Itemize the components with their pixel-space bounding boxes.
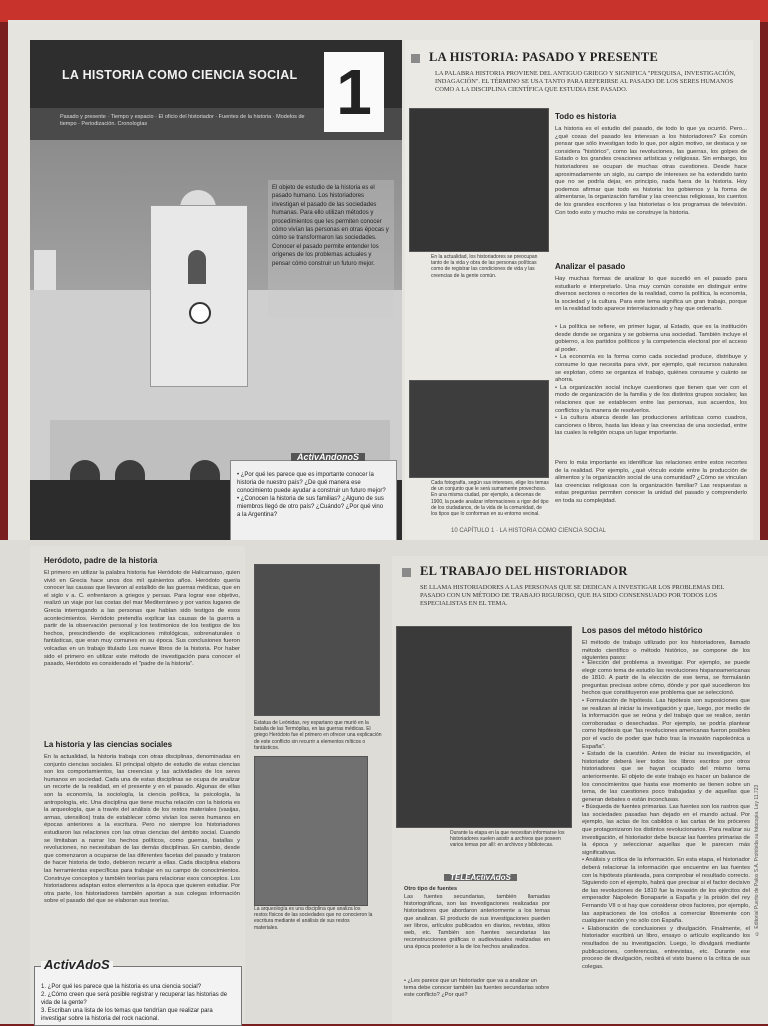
- section-lead: LA PALABRA HISTORIA PROVIENE DEL ANTIGUO GRIEGO Y SIGNIFICA "PESQUISA, INVESTIGACIÓN, INDAGACIÓN". EL TÉRMINO SE USA TANTO PARA REFERIRSE AL PASADO DE LOS SERES HUMANOS COMO A LA DISCIPLINA CIENTÍFICA QUE ESTUDIA ESE PASADO.: [435, 70, 736, 94]
- activity-label: ActivAndonoS: [291, 453, 365, 461]
- subsection-text: La historia es el estudio del pasado, de todo lo que ya ocurrió. Pero... ¿qué cosas del pasado les interesan a los historiadores? Es común pensar que sólo investigan todo lo que, por algún motivo, se destaca y se considera "histórico", como las revoluciones, las guerras, los golpes de Estado o los grandes creaciones artísticas y religiosas. Sin embargo, los historiadores se ocupan de muchas otras cuestiones. Desde hace aproximadamente un siglo, su campo de intereses se ha extendido tanto que no se podría dejar, en principio, nada fuera de la historia. Hoy podemos afirmar que todo es historia: los gobiernos y la forma de alimentarse, la organización familiar y las creencias religiosas, los cuentos de los grandes escritores y las historietas o los programas de televisión. Con todo esto y mucho más se construye la historia.: [555, 126, 747, 216]
- list-item: • La organización social incluye cuestiones que tienen que ver con el modo de organización de la familia y de los distintos grupos sociales; las relaciones que se establecen entre las personas, sus acuerdos, los conflictos y la manera de resolverlos.: [555, 384, 747, 414]
- list-item: • Elección del problema a investigar. Por ejemplo, se puede elegir como tema de estudio las revoluciones hispanoamericanas de 1810. A partir de la elección de ese tema, se formularán preguntas precisas sobre cómo, dónde y por qué sucedieron los hechos que constituyeron ese problema que se seleccionó.: [582, 660, 750, 697]
- section-lead: SE LLAMA HISTORIADORES A LAS PERSONAS QUE SE DEDICAN A INVESTIGAR LOS PROBLEMAS DEL PASADO CON UN MÉTODO DE TRABAJO RIGUROSO, QUE HA SIDO CONSENSUADO POR TODOS LOS ESPECIALISTAS EN EL TEMA.: [420, 584, 725, 608]
- copyright-credit: © Editorial Puerto de Palos S.A. Prohibida su fotocopia. Ley 11.723: [754, 784, 760, 936]
- activity-item: 3. Escriban una lista de los temas que tendrían que realizar para investigar sobre la historia del rock nacional.: [41, 1008, 213, 1022]
- tele-activity-label: TELEActivAdoS: [444, 874, 517, 881]
- section-title: EL TRABAJO DEL HISTORIADOR: [420, 564, 628, 578]
- tele-activity-box: [404, 874, 554, 1024]
- cabildo-tower: [150, 205, 248, 387]
- photo-caption: Estatua de Leónidas, rey espartano que murió en la batalla de las Termópilas, en las guerras médicas. El griego Heródoto fue el primero en ofrecer una explicación de este conflicto sin recurrir a elementos míticos o fantásticos.: [254, 720, 382, 751]
- crowd-photo: [409, 108, 549, 252]
- tele-title: Otro tipo de fuentes: [404, 886, 458, 892]
- section-title: LA HISTORIA: PASADO Y PRESENTE: [429, 50, 659, 64]
- archive-photo: [396, 626, 572, 828]
- list-item: • Estado de la cuestión. Antes de iniciar su investigación, el historiador deberá leer todos los libros escritos por otros historiadores que se hayan ocupado del mismo tema anteriormente. El objeto de este trabajo es hacer un balance de los conocimientos que hasta ese momento se tienen sobre un tema, de las cuestiones poco trabajadas y de aquellas que generan debates o están inconclusas.: [582, 751, 750, 803]
- method-steps: [582, 660, 750, 1022]
- list-item: • Elaboración de conclusiones y divulgación. Finalmente, el historiador escribirá un libro, ensayo o artículo explicando los resultados de su investigación. Luego, lo divulgará mediante publicaciones, conferencias, entrevistas, etc. Durante ese proceso de divulgación, recibirá el visto bueno o la crítica de sus colegas.: [582, 925, 750, 970]
- chapter-opening-page: [30, 40, 402, 540]
- subsection-text: Pero lo más importante es identificar las relaciones entre estos recortes de la realidad. Por ejemplo, ¿qué vínculo existe entre la producción de alimentos y la organización social de una comunidad? ¿Cómo se vinculan las creencias religiosas con la organización familiar? Las respuestas a estas preguntas permiten conocer la unidad del pasado y comprenderlo en toda su complejidad.: [555, 460, 747, 504]
- activity-item: 2. ¿Cómo creen que será posible registrar y recuperar las historias de vida de la gente?: [41, 992, 228, 1006]
- activity-questions: [237, 471, 387, 519]
- chapter-intro: El objeto de estudio de la historia es el pasado humano. Los historiadores investigan el pasado de las sociedades humanas. Para ello utilizan métodos y procedimientos que les permiten conocer cómo vivían las personas en otras épocas y cómo se transformaron las sociedades. Conocer el pasado permite entender los orígenes de los problemas actuales y pensar cómo construir un futuro mejor.: [268, 180, 394, 318]
- activity-label: ActivAdoS: [41, 961, 113, 969]
- activity-item: 1. ¿Por qué les parece que la historia es una ciencia social?: [41, 984, 202, 990]
- tower-window: [188, 250, 206, 284]
- subsection-heading: Los pasos del método histórico: [582, 626, 703, 635]
- background-strip: [0, 0, 768, 22]
- list-item: • La economía es la forma como cada sociedad produce, distribuye y consume lo que necesita para vivir, por ejemplo, qué recursos naturales se explotan, cómo se organiza el trabajo, quiénes consume y cuánto se ahorra.: [555, 354, 747, 384]
- chapter-topics: Pasado y presente · Tiempo y espacio · El oficio del historiador · Fuentes de la historia · Modelos de tiempo · Periodización. Cronologías: [60, 114, 305, 127]
- subsection-heading: Todo es historia: [555, 112, 617, 121]
- activity-question: • ¿Por qué les parece que es importante conocer la historia de nuestro país? ¿De qué manera ese conocimiento puede ayudar a construir un futuro mejor?: [237, 472, 386, 494]
- photo-caption: Cada fotografía, según sus intereses, elige los temas de un conjunto que le será sumamente provechoso. En una misma ciudad, por ejemplo, a decenas de 1900, la puede analizar informaciones a rigor del tipo de los ciudadanos, de la vida de la comunidad, de los tipos que lo conforman en su entorno vecinal.: [431, 480, 549, 518]
- city-photo: [409, 380, 549, 478]
- section-square-icon: [411, 54, 420, 63]
- statue-photo: [254, 564, 380, 716]
- activity-items: [41, 983, 235, 1023]
- activity-box: [230, 452, 397, 542]
- chapter-number: 1: [324, 52, 384, 132]
- list-item: • Formulación de hipótesis. Las hipótesis son suposiciones que se realizan al iniciar la investigación y que, luego, por medio de la información que se reúna y del trabajo que se realice, serán corroboradas o desechadas. Por ejemplo, se podría plantear como hipótesis que "las revoluciones americanas fueron posibles por el vacío de poder que hubo tras la invasión napoleónica a España".: [582, 697, 750, 750]
- subsection-text: Hay muchas formas de analizar lo que sucedió en el pasado para estudiarlo e interpretarlo. Una muy común consiste en distinguir entre diversos sectores o recortes de la realidad, como la política, la economía, la sociedad y la cultura. Para este tema significa un gran trabajo, porque en la realidad todo aparece interrelacionado y hay que ordenarlo.: [555, 276, 747, 313]
- subsection-text: En la actualidad, la historia trabaja con otras disciplinas, denominadas en conjunto ciencias sociales. El principal objeto de estudio de estas ciencias son los comportamientos, las creencias y las actividades de los seres humanos en sociedad. Cada una de estas disciplinas se ocupa de analizar un recorte de la realidad, en el presente y en el pasado. Algunas de ellas son la economía, la sociología, la ciencia política, la psicología, la antropología, etc. Una disciplina que tiene mucha relación con la historia es la arqueología, que a través del análisis de los restos materiales (vasijas, armas, utensilios) trata de establecer cómo vivían los seres humanos en épocas anteriores a la escritura. Pero no siempre los historiadores estudiaron las relaciones con las otras ciencias del ámbito social. Cuando se limitaban a narrar los hechos políticos, como guerras, batallas y revoluciones, no necesitaban de las demás disciplinas. En cambio, desde que comenzaron a ocuparse de las diferentes facetas del pasado y trataron de hacer historia de todo, debieron recurrir a ellas. Cada disciplina elabora las herramientas específicas para trabajar en su campo de conocimientos. Construye conceptos y también teorías para relacionar esos conceptos. Los historiadores adaptan estos elementos a la época que quieren estudiar. Por otra parte, los historiadores también aportan a sus colegas información sobre el pasado del que se elaboran sus teorías.: [44, 754, 240, 905]
- photo-caption: Durante la etapa en la que necesitan informarse los historiadores suelen asistir a archivos que poseen varios temas por allí: en archivos y bibliotecas.: [450, 830, 565, 849]
- section-square-icon: [402, 568, 411, 577]
- list-item: • Búsqueda de fuentes primarias. Las fuentes son los rastros que las sociedades pasadas han dejado en el mundo actual. Por ejemplo, las actas de los cabildos o las cartas de los próceres que protagonizaron los distintos revolucionarios. Para realizar su investigación, el historiador debe buscar las fuentes primarias de la época y seleccionar aquellas que le parecen más significativas.: [582, 804, 750, 856]
- left-page-bottom: [30, 546, 245, 1024]
- archaeology-photo: [254, 756, 368, 906]
- photo-caption: En la actualidad, los historiadores se preocupan tanto de la vida y obra de las personas políticas como de registrar las condiciones de vida y las creencias de la gente común.: [431, 254, 538, 279]
- chapter-title: LA HISTORIA COMO CIENCIA SOCIAL: [62, 68, 298, 82]
- clock-icon: [189, 302, 211, 324]
- tele-text: Las fuentes secundarias, también llamadas historiográficas, son las investigaciones realizadas por historiadores que abordaron anteriormente a los temas que analizan. El producto de sus investigaciones pueden ser libros, artículos publicados en diarios, revistas, sitios web, etc. También son fuentes secundarias las reconstrucciones gráficas o audiovisuales realizadas en una época posterior a la de los hechos analizados.: [404, 894, 550, 951]
- right-page-top: [405, 40, 753, 540]
- subsection-heading: Heródoto, padre de la historia: [44, 556, 158, 565]
- subsection-heading: Analizar el pasado: [555, 262, 626, 271]
- list-item: • La política se refiere, en primer lugar, al Estado, que es la institución desde donde se organiza y se gobierna una sociedad. También incluye el gobierno, a los partidos políticos y la competencia electoral por el acceso al poder.: [555, 324, 747, 353]
- activity-question: • ¿Conocen la historia de sus familias? ¿Alguno de sus miembros llegó de otro país? ¿Cuándo? ¿Por qué vino a la Argentina?: [237, 496, 384, 518]
- list-item: • Análisis y crítica de la información. En esta etapa, el historiador deberá relacionar la información que encuentre en las fuentes con la hipótesis planteada, para comprobar el resultado correcto. Siguiendo con el ejemplo, habrá que precisar si el factor decisivo de las revoluciones de 1810 fue la invasión de los ejércitos del emperador Napoleón Bonaparte a España y la prisión del rey Fernando VII o si hay que considerar otros factores, por ejemplo, las aspiraciones de los criollos a comerciar libremente con cualquier nación y no sólo con España.: [582, 857, 750, 925]
- subsection-text: El primero en utilizar la palabra historia fue Heródoto de Halicarnaso, quien vivió en Grecia hace unos dos mil quinientos años. Heródoto quería conocer las causas que llevaron al estallido de las guerras médicas, que en el siglo v a. C. enfrentaron a griegos y persas. Para lograr ese objetivo, realizó un viaje por las costas del mar Mediterráneo y por varios lugares de Grecia interrogando a las personas que habían sido testigos de esos acontecimientos. Heródoto pretendía explicar las causas de la guerra a partir de la observación personal y los testimonios de los testigos de los hechos, prescindiendo de explicaciones mitológicas, sobrenaturales o fantásticas, que eran muy comunes en su época. Sus conclusiones fueron volcadas en un trabajo titulado Los nueve libros de la historia. Por haber sido el primero en utilizar este método de investigación para conocer el pasado, Heródoto es considerado el "padre de la historia".: [44, 570, 240, 668]
- list-item: • La cultura abarca desde las producciones artísticas como cuadros, canciones o libros, hasta las ideas y las creencias de una sociedad, entre las cuales la religión ocupa un lugar importante.: [555, 415, 747, 437]
- activity-box-bottom: [34, 957, 242, 1026]
- middle-column-bottom: [248, 556, 388, 1024]
- bullet-list: [555, 324, 747, 458]
- tele-question: • ¿Les parece que un historiador que va a analizar un tema debe conocer también las fuentes secundarias sobre este conflicto? ¿Por qué?: [404, 978, 550, 999]
- subsection-heading: La historia y las ciencias sociales: [44, 740, 173, 749]
- photo-caption: La arqueología es una disciplina que analiza los restos físicos de las sociedades que no conocieron la escritura mediante el análisis de sus restos materiales.: [254, 906, 373, 931]
- page-footer: 10 CAPÍTULO 1 · LA HISTORIA COMO CIENCIA SOCIAL: [451, 528, 606, 534]
- subsection-text: El método de trabajo utilizado por los historiadores, llamado método científico o método histórico, se compone de los siguientes pasos:: [582, 640, 750, 662]
